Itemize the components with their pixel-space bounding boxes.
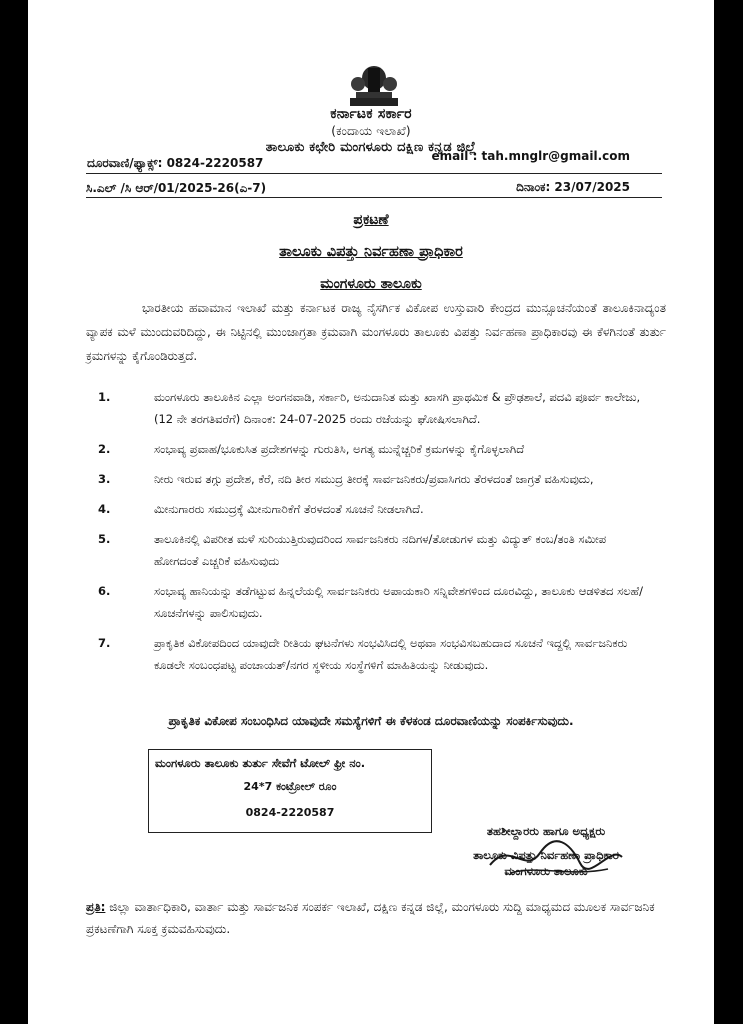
- measures-list: [98, 386, 653, 684]
- signatory-taluk: ಮಂಗಳೂರು ತಾಲೂಕು: [504, 864, 588, 878]
- taluk-title: ಮಂಗಳೂರು ತಾಲೂಕು: [320, 276, 422, 292]
- list-item: 4. ಮೀನುಗಾರರು ಸಮುದ್ರಕ್ಕೆ ಮೀನುಗಾರಿಕೆಗೆ ತೆರಳದಂತೆ ಸೂಚನೆ ನೀಡಲಾಗಿದೆ.: [98, 502, 424, 516]
- reference-divider: [86, 197, 662, 198]
- control-room-label: 24*7 ಕಂಟ್ರೋಲ್ ರೂಂ: [243, 780, 337, 793]
- helpline-title: ಮಂಗಳೂರು ತಾಲೂಕು ತುರ್ತು ಸೇವೆಗೆ ಟೋಲ್ ಫ್ರೀ ನಂ.: [155, 756, 366, 770]
- announcement-title: ಪ್ರಕಟಣೆ: [353, 212, 389, 228]
- reference-number: ಸಿ.ಎಲ್ /ಸಿ ಆರ್/01/2025-26(ಎ-7): [86, 181, 267, 195]
- helpline-box: [148, 749, 432, 833]
- office-name: ತಾಲೂಕು ಕಛೇರಿ ಮಂಗಳೂರು ದಕ್ಷಿಣ ಕನ್ನಡ ಜಿಲ್ಲೆ: [265, 140, 477, 155]
- email-address: email : tah.mnglr@gmail.com: [431, 149, 630, 163]
- copy-label: ಪ್ರತಿ:: [86, 900, 106, 914]
- copy-text: ಜಿಲ್ಲಾ ವಾರ್ತಾಧಿಕಾರಿ, ವಾರ್ತಾ ಮತ್ತು ಸಾರ್ವಜನಿಕ ಸಂಪರ್ಕ ಇಲಾಖೆ, ದಕ್ಷಿಣ ಕನ್ನಡ ಜಿಲ್ಲೆ, ಮಂಗಳೂರು ಸುದ್ದಿ ಮಾಧ್ಯಮದ ಮೂಲಕ ಸಾರ್ವಜನಿಕ ಪ್ರಕಟಣೆಗಾಗಿ ಸೂಕ್ತ ಕ್ರಮವಹಿಸುವುದು.: [86, 900, 655, 936]
- list-item: 7. ಪ್ರಾಕೃತಿಕ ವಿಕೋಪದಿಂದ ಯಾವುದೇ ರೀತಿಯ ಘಟನೆಗಳು ಸಂಭವಿಸಿದಲ್ಲಿ ಅಥವಾ ಸಂಭವಿಸಬಹುದಾದ ಸೂಚನೆ ಇದ್ದಲ್ಲಿ ಸಾರ್ವಜನಿಕರು ಕೂಡಲೇ ಸಂಬಂಧಪಟ್ಟ ಪಂಚಾಯತ್/ನಗರ ಸ್ಥಳೀಯ ಸಂಸ್ಥೆಗಳಿಗೆ ಮಾಹಿತಿಯನ್ನು ನೀಡುವುದು.: [98, 636, 628, 672]
- department-name: (ಕಂದಾಯ ಇಲಾಖೆ): [331, 124, 411, 138]
- state-emblem-icon: [346, 62, 402, 110]
- list-item: 6. ಸಂಭಾವ್ಯ ಹಾನಿಯನ್ನು ತಡೆಗಟ್ಟುವ ಹಿನ್ನಲೆಯಲ್ಲಿ ಸಾರ್ವಜನಿಕರು ಅಪಾಯಕಾರಿ ಸನ್ನಿವೇಶಗಳಿಂದ ದೂರವಿದ್ದು, ತಾಲೂಕು ಆಡಳಿತದ ಸಲಹೆ/ಸೂಚನೆಗಳನ್ನು ಪಾಲಿಸುವುದು.: [98, 584, 643, 620]
- helpline-number: 0824-2220587: [245, 806, 335, 819]
- phone-fax: ದೂರವಾಣಿ/ಫ್ಯಾಕ್ಸ್: 0824-2220587: [87, 156, 264, 170]
- list-item: 1. ಮಂಗಳೂರು ತಾಲೂಕಿನ ಎಲ್ಲಾ ಅಂಗನವಾಡಿ, ಸರ್ಕಾರಿ, ಅನುದಾನಿತ ಮತ್ತು ಖಾಸಗಿ ಪ್ರಾಥಮಿಕ & ಪ್ರೌಢಶಾಲೆ, ಪದವಿ ಪೂರ್ವ ಕಾಲೇಜು, (12 ನೇ ತರಗತಿವರೆಗೆ) ದಿನಾಂಕ: 24-07-2025 ರಂದು ರಜೆಯನ್ನು ಘೋಷಿಸಲಾಗಿದೆ.: [98, 390, 641, 426]
- authority-title: ತಾಲೂಕು ವಿಪತ್ತು ನಿರ್ವಹಣಾ ಪ್ರಾಧಿಕಾರ: [279, 244, 463, 260]
- signatory-authority: ತಾಲೂಕು ವಿಪತ್ತು ನಿರ್ವಹಣಾ ಪ್ರಾಧಿಕಾರ: [473, 848, 619, 862]
- list-item: 5. ತಾಲೂಕಿನಲ್ಲಿ ವಿಪರೀತ ಮಳೆ ಸುರಿಯುತ್ತಿರುವುದರಿಂದ ಸಾರ್ವಜನಿಕರು ನದಿಗಳ/ತೋಡುಗಳ ಮತ್ತು ವಿದ್ಯುತ್ ಕಂಬ/ತಂತಿ ಸಮೀಪ ಹೋಗದಂತೆ ಎಚ್ಚರಿಕೆ ವಹಿಸುವುದು: [98, 532, 607, 568]
- govt-name: ಕರ್ನಾಟಕ ಸರ್ಕಾರ: [330, 106, 412, 122]
- document-date: ದಿನಾಂಕ: 23/07/2025: [516, 180, 630, 194]
- list-item: 3. ನೀರು ಇರುವ ತಗ್ಗು ಪ್ರದೇಶ, ಕೆರೆ, ನದಿ ತೀರ ಸಮುದ್ರ ತೀರಕ್ಕೆ ಸಾರ್ವಜನಿಕರು/ಪ್ರವಾಸಿಗರು ತೆರಳದಂತೆ ಜಾಗ್ರತೆ ವಹಿಸುವುದು,: [98, 472, 594, 486]
- closing-note: ಪ್ರಾಕೃತಿಕ ವಿಕೋಪ ಸಂಬಂಧಿಸಿದ ಯಾವುದೇ ಸಮಸ್ಯೆಗಳಿಗೆ ಈ ಕೆಳಕಂಡ ದೂರವಾಣಿಯನ್ನು ಸಂಪರ್ಕಿಸುವುದು.: [168, 714, 574, 728]
- header-divider: [86, 173, 662, 174]
- document-page: [28, 0, 714, 1024]
- copy-to: [86, 896, 666, 940]
- intro-text: ಭಾರತೀಯ ಹವಾಮಾನ ಇಲಾಖೆ ಮತ್ತು ಕರ್ನಾಟಕ ರಾಜ್ಯ ನೈಸರ್ಗಿಕ ವಿಕೋಪ ಉಸ್ತುವಾರಿ ಕೇಂದ್ರದ ಮುನ್ಸೂಚನೆಯಂತೆ ತಾಲೂಕಿನಾದ್ಯಂತ ವ್ಯಾಪಕ ಮಳೆ ಮುಂದುವರಿದಿದ್ದು, ಈ ನಿಟ್ಟಿನಲ್ಲಿ ಮುಂಜಾಗ್ರತಾ ಕ್ರಮವಾಗಿ ಮಂಗಳೂರು ತಾಲೂಕು ವಿಪತ್ತು ನಿರ್ವಹಣಾ ಪ್ರಾಧಿಕಾರವು ಈ ಕೆಳಗಿನಂತೆ ತುರ್ತು ಕ್ರಮಗಳನ್ನು ಕೈಗೊಂಡಿರುತ್ತದೆ.: [86, 301, 666, 363]
- intro-paragraph: [86, 296, 666, 368]
- list-item: 2. ಸಂಭಾವ್ಯ ಪ್ರವಾಹ/ಭೂಕುಸಿತ ಪ್ರದೇಶಗಳನ್ನು ಗುರುತಿಸಿ, ಅಗತ್ಯ ಮುನ್ನೆಚ್ಚರಿಕೆ ಕ್ರಮಗಳನ್ನು ಕೈಗೊಳ್ಳಲಾಗಿದೆ: [98, 442, 525, 456]
- signatory-title: ತಹಶೀಲ್ದಾರರು ಹಾಗೂ ಅಧ್ಯಕ್ಷರು: [486, 824, 606, 838]
